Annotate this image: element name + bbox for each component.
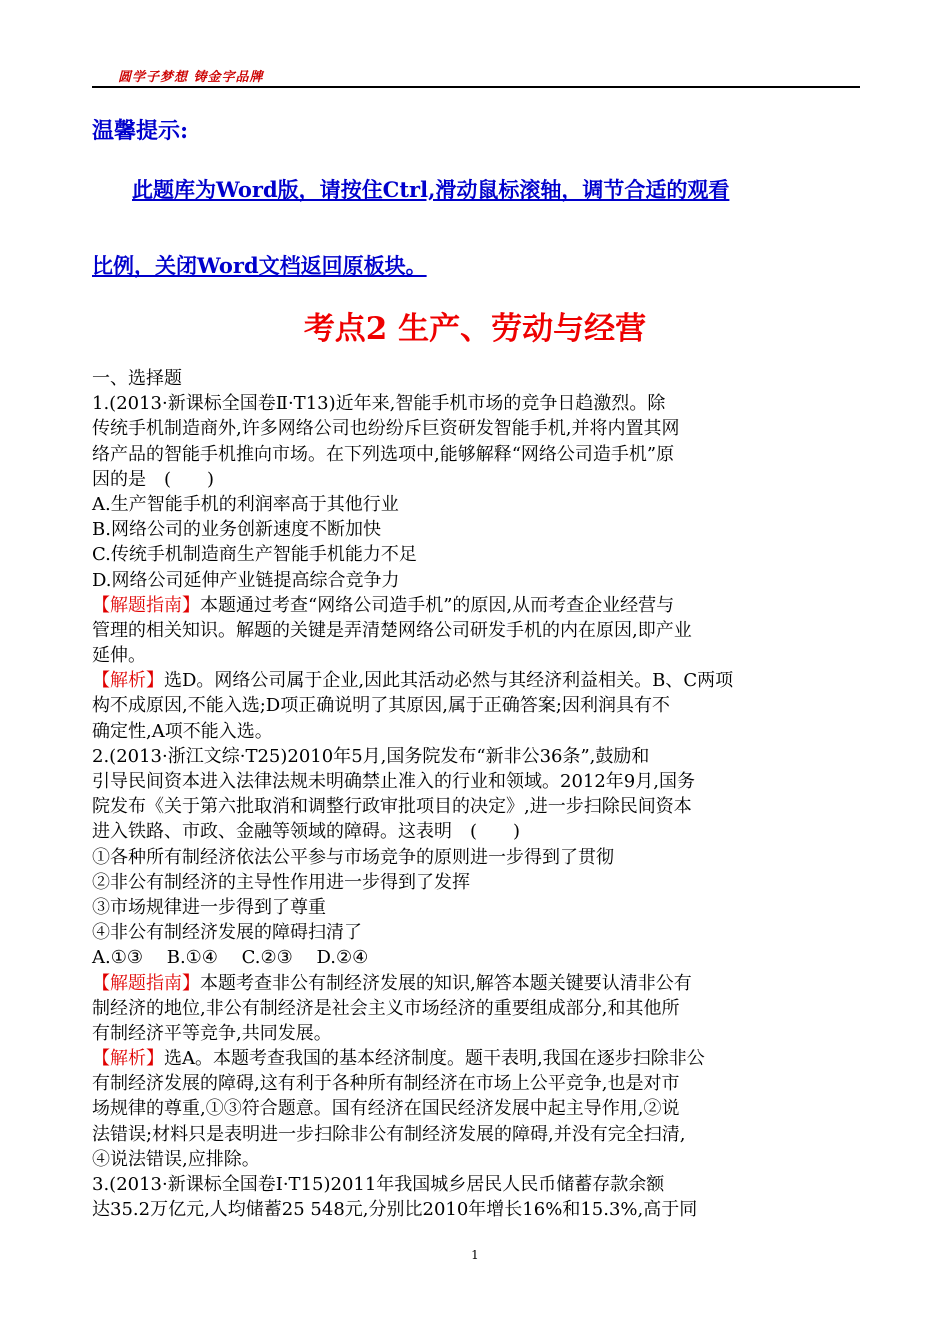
question-1-line: 1.(2013·新课标全国卷Ⅱ·T13)近年来,智能手机市场的竞争日趋激烈。除	[92, 393, 666, 415]
question-1-analysis-line: 构不成原因,不能入选;D项正确说明了其原因,属于正确答案;因利润具有不	[92, 695, 671, 717]
document-title: 考点2 生产、劳动与经营	[303, 311, 647, 347]
question-1-guide-line: 延伸。	[92, 645, 146, 667]
guide-tag: 【解题指南】	[92, 594, 200, 616]
question-2-guide	[92, 971, 862, 996]
question-1-line: 传统手机制造商外,许多网络公司也纷纷斥巨资研发智能手机,并将内置其网	[92, 418, 680, 440]
section-heading: 一、选择题	[92, 368, 182, 389]
question-1-guide	[92, 593, 862, 618]
question-1-line: 络产品的智能手机推向市场。在下列选项中,能够解释“网络公司造手机”原	[92, 443, 675, 465]
guide-tag: 【解题指南】	[92, 972, 200, 994]
question-2-statement-2: ②非公有制经济的主导性作用进一步得到了发挥	[92, 871, 470, 893]
question-2-statement-1: ①各种所有制经济依法公平参与市场竞争的原则进一步得到了贯彻	[92, 846, 614, 868]
header-divider	[92, 86, 860, 88]
question-1-option-a: A.生产智能手机的利润率高于其他行业	[92, 493, 399, 515]
question-3-line: 3.(2013·新课标全国卷Ⅰ·T15)2011年我国城乡居民人民币储蓄存款余额	[92, 1174, 665, 1195]
question-3-line: 达35.2万亿元,人均储蓄25 548元,分别比2010年增长16%和15.3%,高于同	[92, 1199, 698, 1221]
tip-title: 温馨提示:	[92, 118, 189, 144]
question-1-option-b: B.网络公司的业务创新速度不断加快	[92, 519, 381, 541]
analysis-tag: 【解析】	[92, 670, 164, 692]
question-1-option-c: C.传统手机制造商生产智能手机能力不足	[92, 544, 417, 566]
question-2-statement-3: ③市场规律进一步得到了尊重	[92, 896, 326, 918]
analysis-text: 选A。本题考查我国的基本经济制度。题干表明,我国在逐步扫除非公	[164, 1048, 705, 1070]
question-2-line: 院发布《关于第六批取消和调整行政审批项目的决定》,进一步扫除民间资本	[92, 796, 692, 818]
question-2-line: 进入铁路、市政、金融等领域的障碍。这表明 ( )	[92, 821, 521, 843]
header-brand: 圆学子梦想 铸金字品牌	[118, 70, 264, 85]
question-1-line: 因的是 ( )	[92, 468, 215, 490]
guide-text: 本题通过考查“网络公司造手机”的原因,从而考查企业经营与	[200, 594, 675, 616]
analysis-tag: 【解析】	[92, 1048, 164, 1070]
question-2-guide-line: 制经济的地位,非公有制经济是社会主义市场经济的重要组成部分,和其他所	[92, 997, 680, 1019]
document-body	[92, 366, 862, 1222]
question-2-line: 引导民间资本进入法律法规未明确禁止准入的行业和领域。2012年9月,国务	[92, 771, 695, 792]
question-1-analysis	[92, 668, 862, 693]
question-2-analysis-line: 有制经济发展的障碍,这有利于各种所有制经济在市场上公平竞争,也是对市	[92, 1073, 680, 1095]
question-2-analysis-line: ④说法错误,应排除。	[92, 1148, 260, 1170]
question-2-statement-4: ④非公有制经济发展的障碍扫清了	[92, 922, 362, 944]
tip-line-2[interactable]: 比例，关闭Word文档返回原板块。	[92, 253, 427, 278]
question-2-guide-line: 有制经济平等竞争,共同发展。	[92, 1022, 332, 1044]
analysis-text: 选D。网络公司属于企业,因此其活动必然与其经济利益相关。B、C两项	[164, 670, 734, 692]
question-1-analysis-line: 确定性,A项不能入选。	[92, 720, 273, 742]
guide-text: 本题考查非公有制经济发展的知识,解答本题关键要认清非公有	[200, 972, 692, 994]
tip-line-1[interactable]: 此题库为Word版，请按住Ctrl,滑动鼠标滚轴，调节合适的观看	[132, 177, 730, 202]
question-1-option-d: D.网络公司延伸产业链提高综合竞争力	[92, 569, 400, 591]
question-2-choices: A.①③ B.①④ C.②③ D.②④	[92, 947, 369, 969]
question-2-line: 2.(2013·浙江文综·T25)2010年5月,国务院发布“新非公36条”,鼓励和	[92, 745, 650, 767]
question-2-analysis	[92, 1046, 862, 1071]
question-2-analysis-line: 场规律的尊重,①③符合题意。国有经济在国民经济发展中起主导作用,②说	[92, 1098, 680, 1120]
page-number: 1	[471, 1248, 479, 1262]
question-2-analysis-line: 法错误;材料只是表明进一步扫除非公有制经济发展的障碍,并没有完全扫清,	[92, 1123, 686, 1145]
question-1-guide-line: 管理的相关知识。解题的关键是弄清楚网络公司研发手机的内在原因,即产业	[92, 619, 692, 641]
